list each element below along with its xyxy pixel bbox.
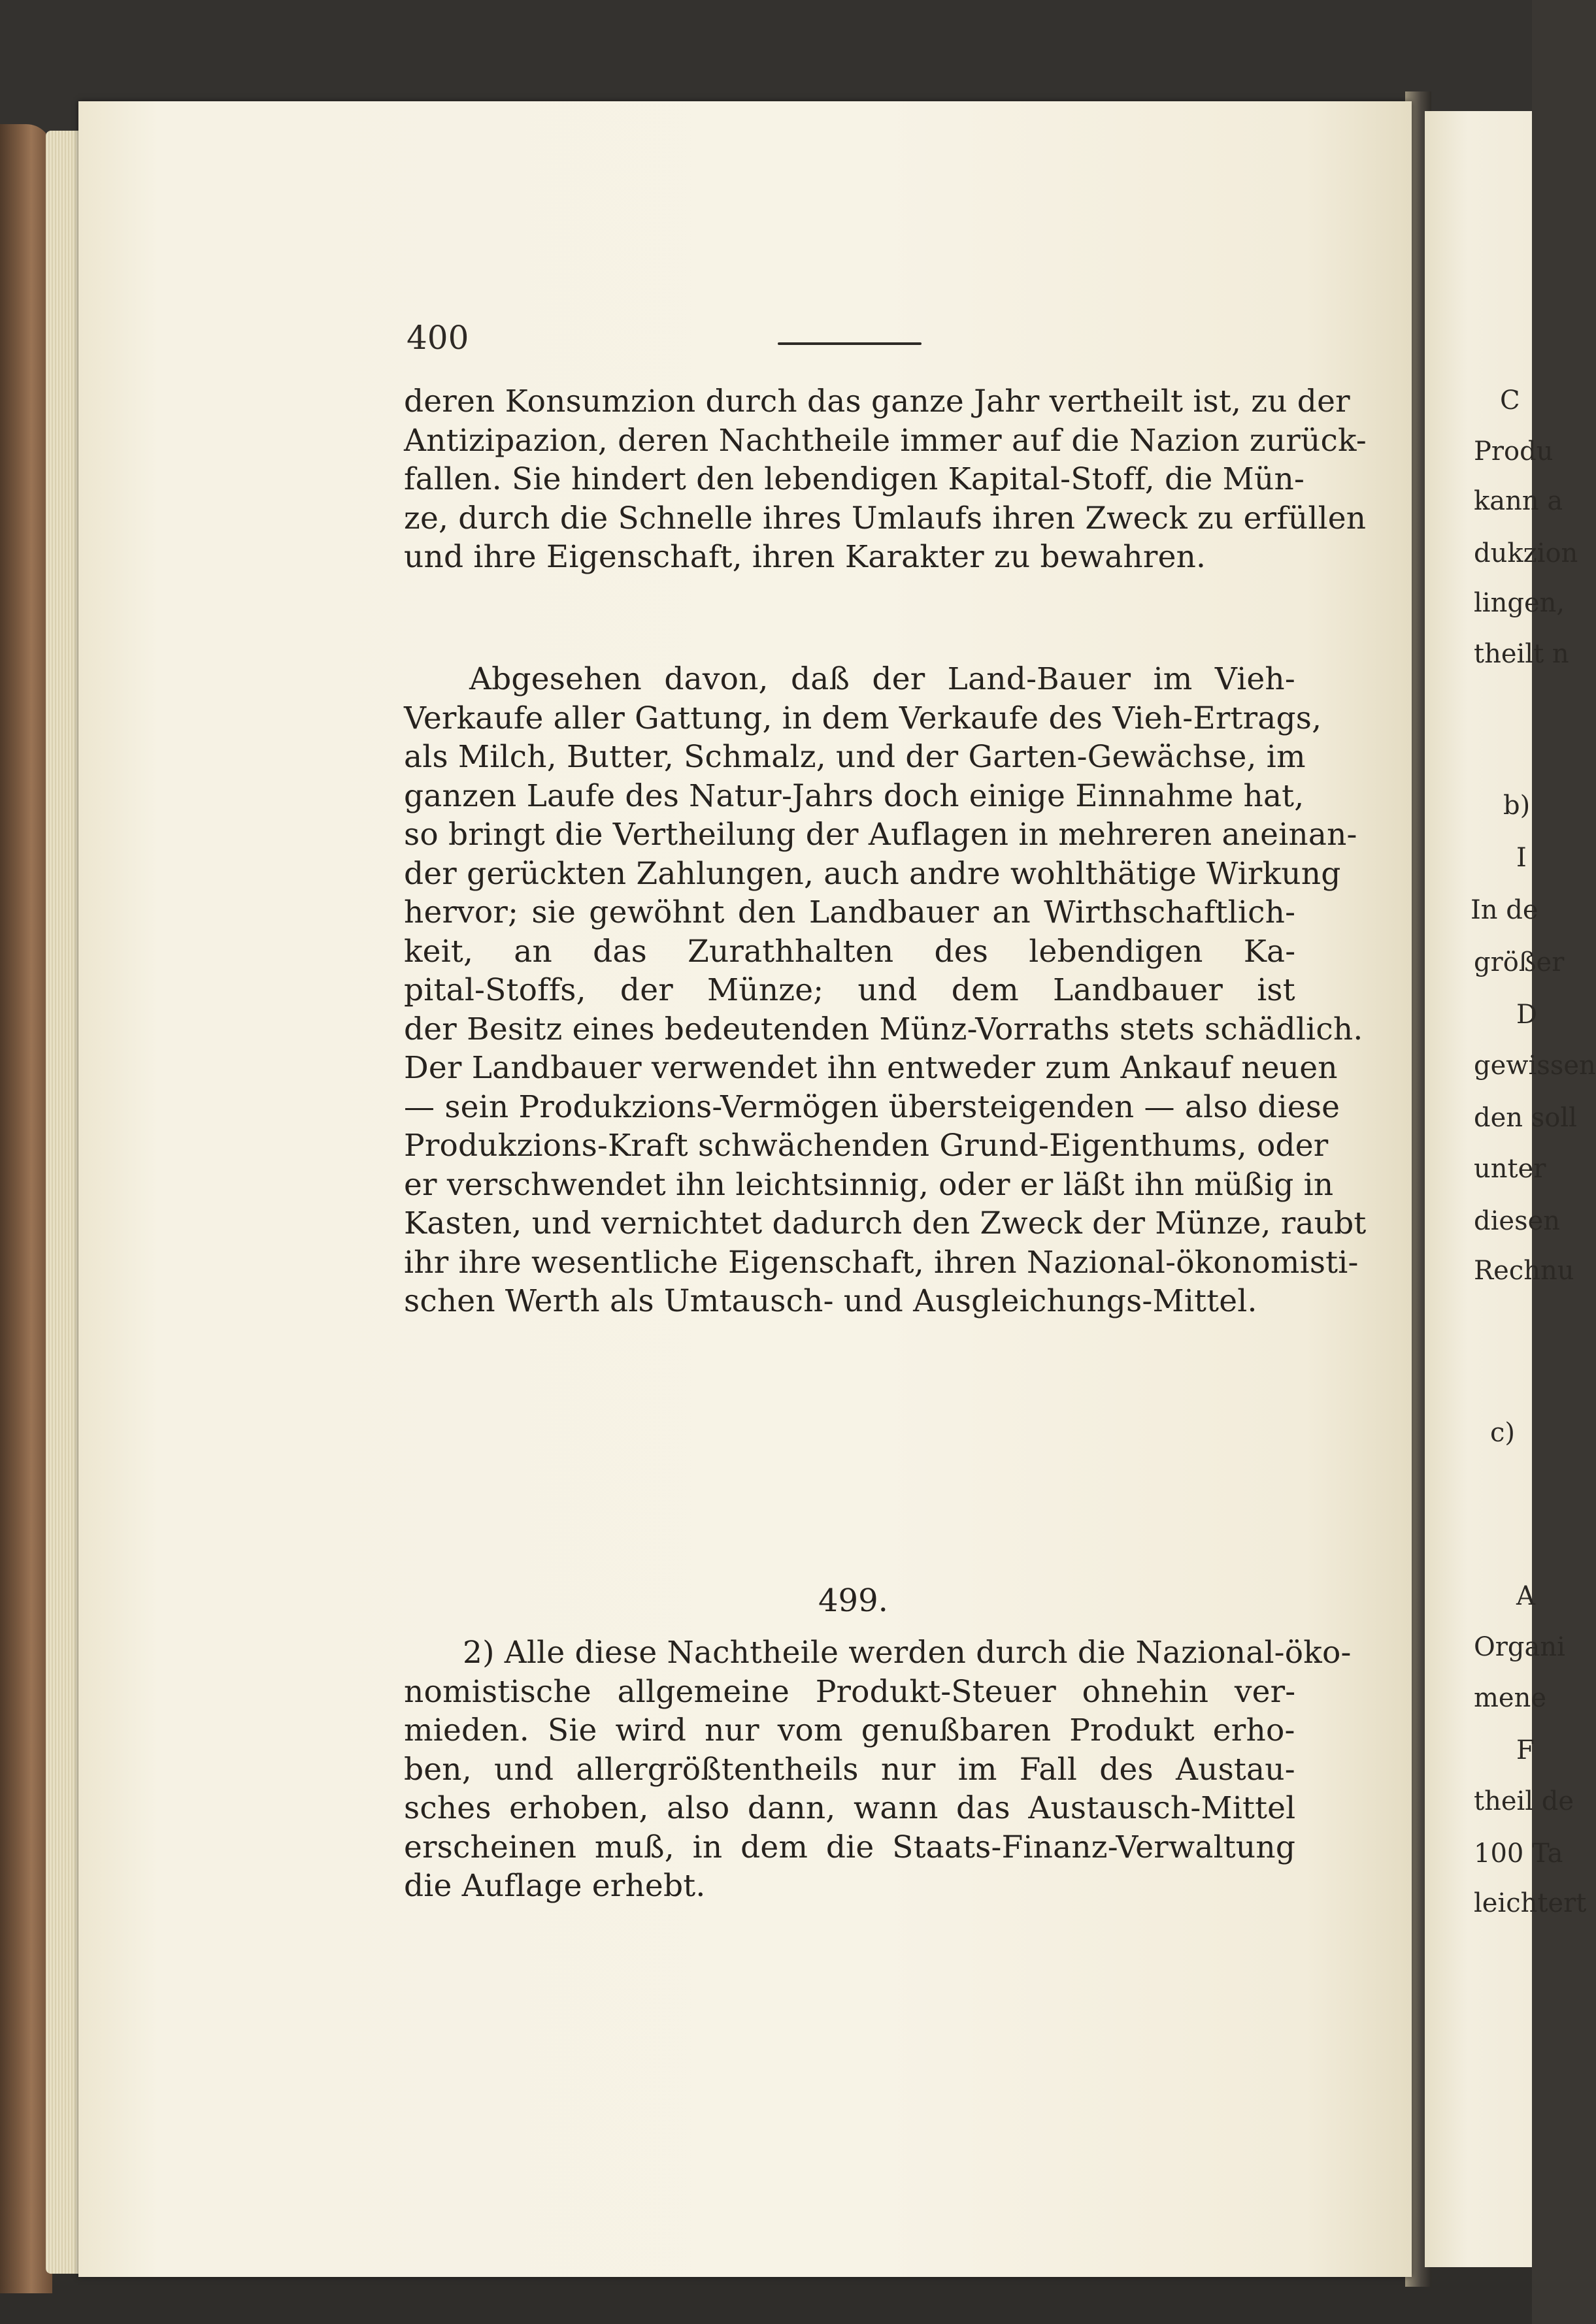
facing-page-line: diesen xyxy=(1474,1206,1561,1236)
facing-page-line: gewissen xyxy=(1474,1051,1596,1081)
text-line: ganzen Laufe des Natur-Jahrs doch einige Einnahme hat, xyxy=(404,777,1305,814)
facing-page-line: Organi xyxy=(1474,1632,1565,1662)
text-line: als Milch, Butter, Schmalz, und der Garten-Gewächse, im xyxy=(404,739,1306,775)
facing-page-line: F xyxy=(1516,1735,1535,1765)
facing-page-line: mene xyxy=(1474,1683,1547,1713)
facing-page-line: lingen, xyxy=(1474,588,1565,618)
text-line: und ihre Eigenschaft, ihren Karakter zu bewahren. xyxy=(404,539,1206,575)
facing-page-line: C xyxy=(1500,385,1520,416)
text-line: ben, und allergrößtentheils nur im Fall des Austau- xyxy=(404,1751,1295,1788)
facing-page-line: dukzion xyxy=(1474,538,1578,568)
facing-page-line: A xyxy=(1516,1581,1535,1611)
text-line: Antizipazion, deren Nachtheile immer auf die Nazion zurück- xyxy=(404,422,1367,459)
facing-page-line: Produ xyxy=(1474,436,1554,466)
page-number: 400 xyxy=(407,319,469,357)
text-line: fallen. Sie hindert den lebendigen Kapital-Stoff, die Mün- xyxy=(404,461,1305,497)
facing-page-line: kann a xyxy=(1474,486,1563,516)
text-line: pital-Stoffs, der Münze; und dem Landbauer ist xyxy=(404,972,1295,1008)
facing-page xyxy=(1425,111,1532,2267)
text-line: mieden. Sie wird nur vom genußbaren Produkt erho- xyxy=(404,1712,1295,1748)
text-line: Produkzions-Kraft schwächenden Grund-Eigenthums, oder xyxy=(404,1128,1329,1164)
facing-page-line: theil de xyxy=(1474,1786,1574,1816)
text-line: schen Werth als Umtausch- und Ausgleichungs-Mittel. xyxy=(404,1283,1257,1319)
text-line: nomistische allgemeine Produkt-Steuer ohnehin ver- xyxy=(404,1673,1296,1710)
text-line: Abgesehen davon, daß der Land-Bauer im Vieh- xyxy=(469,661,1295,697)
text-line: der gerückten Zahlungen, auch andre wohlthätige Wirkung xyxy=(404,855,1341,892)
facing-page-line: D xyxy=(1516,1000,1538,1030)
text-line: die Auflage erhebt. xyxy=(404,1868,706,1904)
text-line: — sein Produkzions-Vermögen übersteigenden — also diese xyxy=(404,1088,1340,1125)
facing-page-line: I xyxy=(1516,843,1527,873)
text-line: so bringt die Vertheilung der Auflagen in mehreren aneinan- xyxy=(404,817,1357,853)
text-line: sches erhoben, also dann, wann das Austausch-Mittel xyxy=(404,1790,1296,1826)
text-line: ihr ihre wesentliche Eigenschaft, ihren Nazional-ökonomisti- xyxy=(404,1244,1359,1281)
facing-page-line: unter xyxy=(1474,1154,1546,1184)
facing-page-line: theilt n xyxy=(1474,639,1569,669)
text-line: er verschwendet ihn leichtsinnig, oder er läßt ihn müßig in xyxy=(404,1166,1334,1203)
facing-page-line: Rechnu xyxy=(1474,1256,1574,1286)
text-line: der Besitz eines bedeutenden Münz-Vorraths stets schädlich. xyxy=(404,1011,1363,1047)
text-line: deren Konsumzion durch das ganze Jahr vertheilt ist, zu der xyxy=(404,384,1350,419)
text-line: Verkaufe aller Gattung, in dem Verkaufe des Vieh-Ertrags, xyxy=(404,700,1322,736)
text-line: Der Landbauer verwendet ihn entweder zum Ankauf neuen xyxy=(404,1050,1338,1086)
text-line: Kasten, und vernichtet dadurch den Zweck der Münze, raubt xyxy=(404,1205,1367,1241)
header-rule xyxy=(778,342,922,345)
text-line: 2) Alle diese Nachtheile werden durch die Nazional-öko- xyxy=(463,1635,1352,1671)
text-line: erscheinen muß, in dem die Staats-Finanz-Verwaltung xyxy=(404,1829,1296,1865)
facing-page-line: größer xyxy=(1474,947,1565,977)
text-line: ze, durch die Schnelle ihres Umlaufs ihren Zweck zu erfüllen xyxy=(404,500,1367,536)
facing-page-line: c) xyxy=(1490,1418,1516,1448)
section-number: 499. xyxy=(818,1582,888,1619)
text-line: keit, an das Zurathhalten des lebendigen Ka- xyxy=(404,933,1296,970)
facing-page-line: 100 Ta xyxy=(1474,1839,1563,1869)
facing-page-line: leichtert xyxy=(1474,1888,1587,1918)
facing-page-line: In de xyxy=(1471,895,1538,925)
text-line: hervor; sie gewöhnt den Landbauer an Wirthschaftlich- xyxy=(404,894,1296,930)
facing-page-line: b) xyxy=(1503,791,1531,821)
book-binding xyxy=(0,124,52,2293)
facing-page-line: den soll xyxy=(1474,1103,1577,1133)
